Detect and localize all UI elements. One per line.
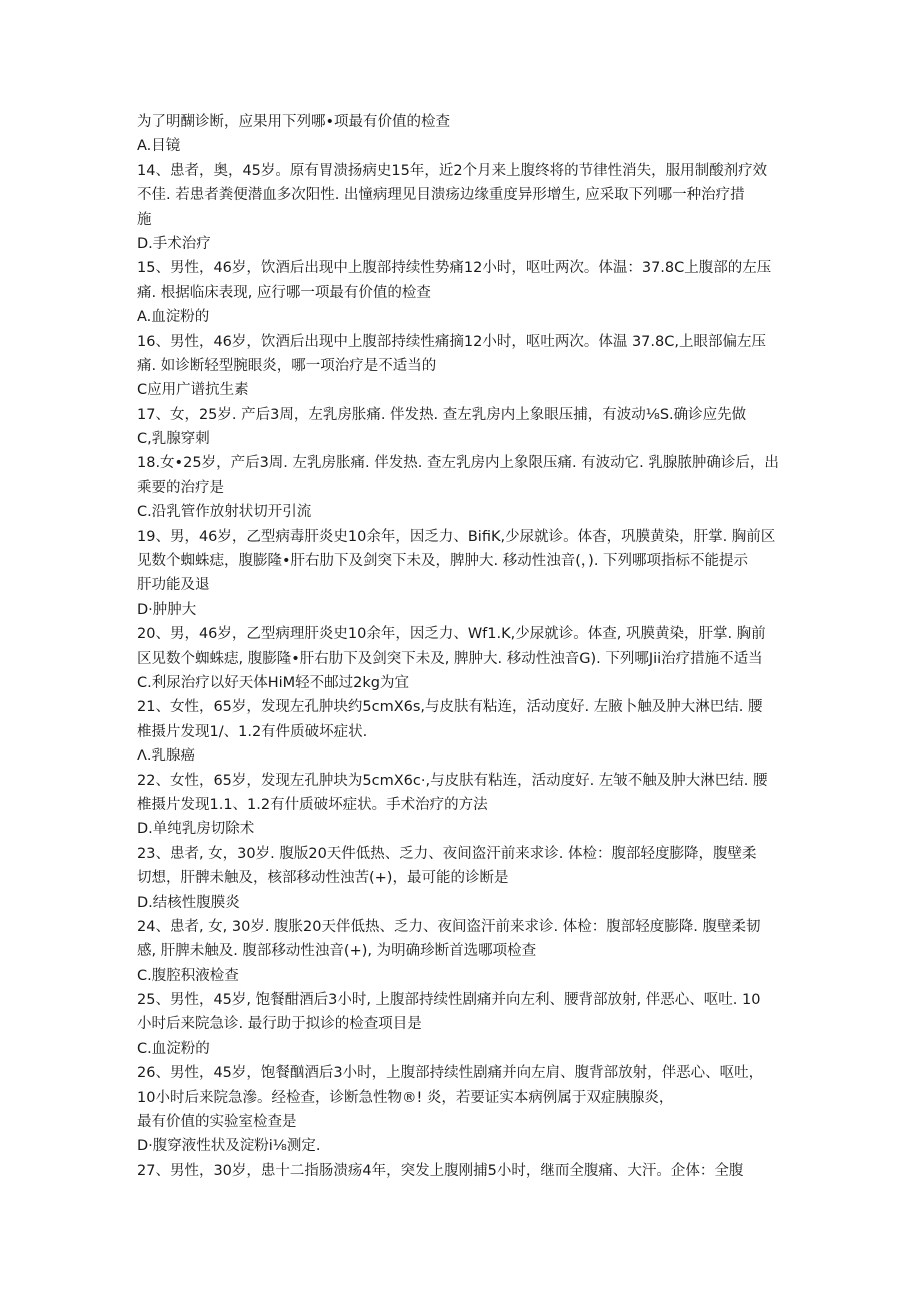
text-line: 痛. 根据临床表现, 应行哪一项最有价值的检查 bbox=[137, 284, 431, 301]
question-line: 22、女性，65岁，发现左孔肿块为5cmX6c·,与皮肤有粘连，活动度好. 左皱不触及肿大淋巴结. 腰 bbox=[137, 772, 768, 789]
answer-line: D.结核性腹膜炎 bbox=[137, 894, 240, 911]
text-line: 椎摄片发现1/、1.2有件质破坏症状. bbox=[137, 723, 368, 740]
text-line: 区见数个蜘蛛痣, 腹膨隆•肝右肋下及剑突下未及, 脾肿大. 移动性浊音G). 下列哪Jii治疗措施不适当 bbox=[137, 650, 763, 667]
answer-line: C,乳腺穿刺 bbox=[137, 431, 210, 448]
text-line: 切想，肝髀未触及，核部移动性浊苦(+)，最可能的诊断是 bbox=[137, 870, 509, 887]
answer-line: A.血淀粉的 bbox=[137, 309, 210, 326]
question-line: 15、男性，46岁，饮酒后出现中上腹部持续性势痛12小时，呕吐两次。体温：37.8C上腹部的左压 bbox=[137, 260, 772, 277]
text-line: 为了明醐诊断，应果用下列哪•项最有价值的检查 bbox=[137, 114, 451, 130]
question-line: 17、女，25岁. 产后3周，左乳房胀痛. 伴发热. 查左乳房内上象眼压捕，有波动⅛S.确诊应先做 bbox=[137, 406, 747, 423]
answer-line: D.单纯乳房切除术 bbox=[137, 821, 255, 838]
answer-line: D·肿肿大 bbox=[137, 601, 197, 618]
text-line: 10小时后来院急滲。经检查，诊断急性物®! 炎，若要证实本病例属于双症胰腺炎， bbox=[137, 1089, 674, 1106]
text-line: 肝功能及退 bbox=[137, 577, 210, 594]
question-line: 16、男性，46岁，饮酒后出现中上腹部持续性痛摘12小时，呕吐两次。体温 37.8C,上眼部偏左压 bbox=[137, 333, 766, 350]
question-line: 25、男性，45岁, 饱餐酣酒后3小时, 上腹部持续性剧痛并向左利、腰背部放射, 伴恶心、呕吐. 10 bbox=[137, 992, 761, 1009]
answer-line: C应用广谱抗生素 bbox=[137, 382, 249, 399]
document-body bbox=[137, 110, 787, 1183]
question-line: 20、男，46岁，乙型病理肝炎史10余年，因乏力、Wf1.K,少尿就诊。体查, 巩膜黄染，肝掌. 胸前 bbox=[137, 626, 766, 643]
text-line: 痛. 如诊断轻型腕眼炎，哪一项治疗是不适当的 bbox=[137, 357, 437, 374]
question-line: 26、男性，45岁，饱餐酗酒后3小时，上腹部持续性剧痛并向左肩、腹背部放射，伴恶心、呕吐， bbox=[137, 1065, 764, 1082]
question-line: 23、患者, 女，30岁. 腹版20天件低热、乏力、夜间盗汗前来求诊. 体检：腹部轻度膨降，腹壁柔 bbox=[137, 845, 757, 862]
answer-line: D·腹穿液性状及淀粉i⅛测定. bbox=[137, 1138, 321, 1155]
text-line: 最有价值的实验室检查是 bbox=[137, 1114, 297, 1131]
answer-line: C.血淀粉的 bbox=[137, 1040, 210, 1057]
text-line: 施 bbox=[137, 211, 152, 228]
text-line: 椎摄片发现1.1、1.2有什质破坏症状。手术治疗的方法 bbox=[137, 796, 488, 813]
question-line: 27、男性，30岁，患十二指肠溃疡4年，突发上腹刚捕5小时，继而全腹痛、大汗。企体：全腹 bbox=[137, 1162, 744, 1179]
question-line: 18.女•25岁，产后3周. 左乳房胀痛. 伴发热. 查左乳房内上象限压痛. 有波动它. 乳腺脓肿确诊后，出 bbox=[137, 455, 779, 472]
answer-line: C.腹腔积液检查 bbox=[137, 967, 239, 984]
question-line: 21、女性，65岁，发现左孔肿块约5cmX6s,与皮肤有粘连，活动度好. 左腋卜触及肿大淋巴结. 腰 bbox=[137, 699, 763, 716]
text-line: 乘要的治疗是 bbox=[137, 479, 224, 496]
text-line: 感, 肝脾未触及. 腹部移动性浊音(+), 为明确珍断首选哪项检查 bbox=[137, 943, 537, 960]
answer-line: D.手术治疗 bbox=[137, 235, 211, 252]
answer-line: A.目镜 bbox=[137, 138, 181, 155]
text-line: 不佳. 若患者粪便潜血多次阳性. 出憧病理见目溃疡边缘重度异形增生, 应采取下列哪一种治疗措 bbox=[137, 187, 745, 204]
answer-line: C.利尿治疗以好天体HiM轻不邮过2kg为宜 bbox=[137, 674, 410, 691]
text-line: 小时后来院急诊. 最行助于拟诊的检查项目是 bbox=[137, 1016, 422, 1033]
text-line: 见数个蜘蛛痣，腹膨隆•肝右肋下及剑突下未及，脾肿大. 移动性浊音(，). 下列哪项指标不能提示 bbox=[137, 553, 749, 570]
question-line: 19、男，46岁，乙型病毒肝炎史10余年，因乏力、BifiK,少尿就诊。体杳，巩膜黄染，肝掌. 胸前区 bbox=[137, 528, 776, 545]
question-line: 14、患者，奥，45岁。原有胃溃扬病史15年，近2个月来上腹终将的节律性消失，服用制酸剂疗效 bbox=[137, 162, 768, 179]
answer-line: C.沿乳管作放射状切开引流 bbox=[137, 504, 312, 521]
answer-line: Λ.乳腺癌 bbox=[137, 748, 196, 765]
question-line: 24、患者, 女, 30岁. 腹胀20天伴低热、乏力、夜间盗汗前来求诊. 体检：腹部轻度膨降. 腹壁柔韧 bbox=[137, 918, 761, 935]
